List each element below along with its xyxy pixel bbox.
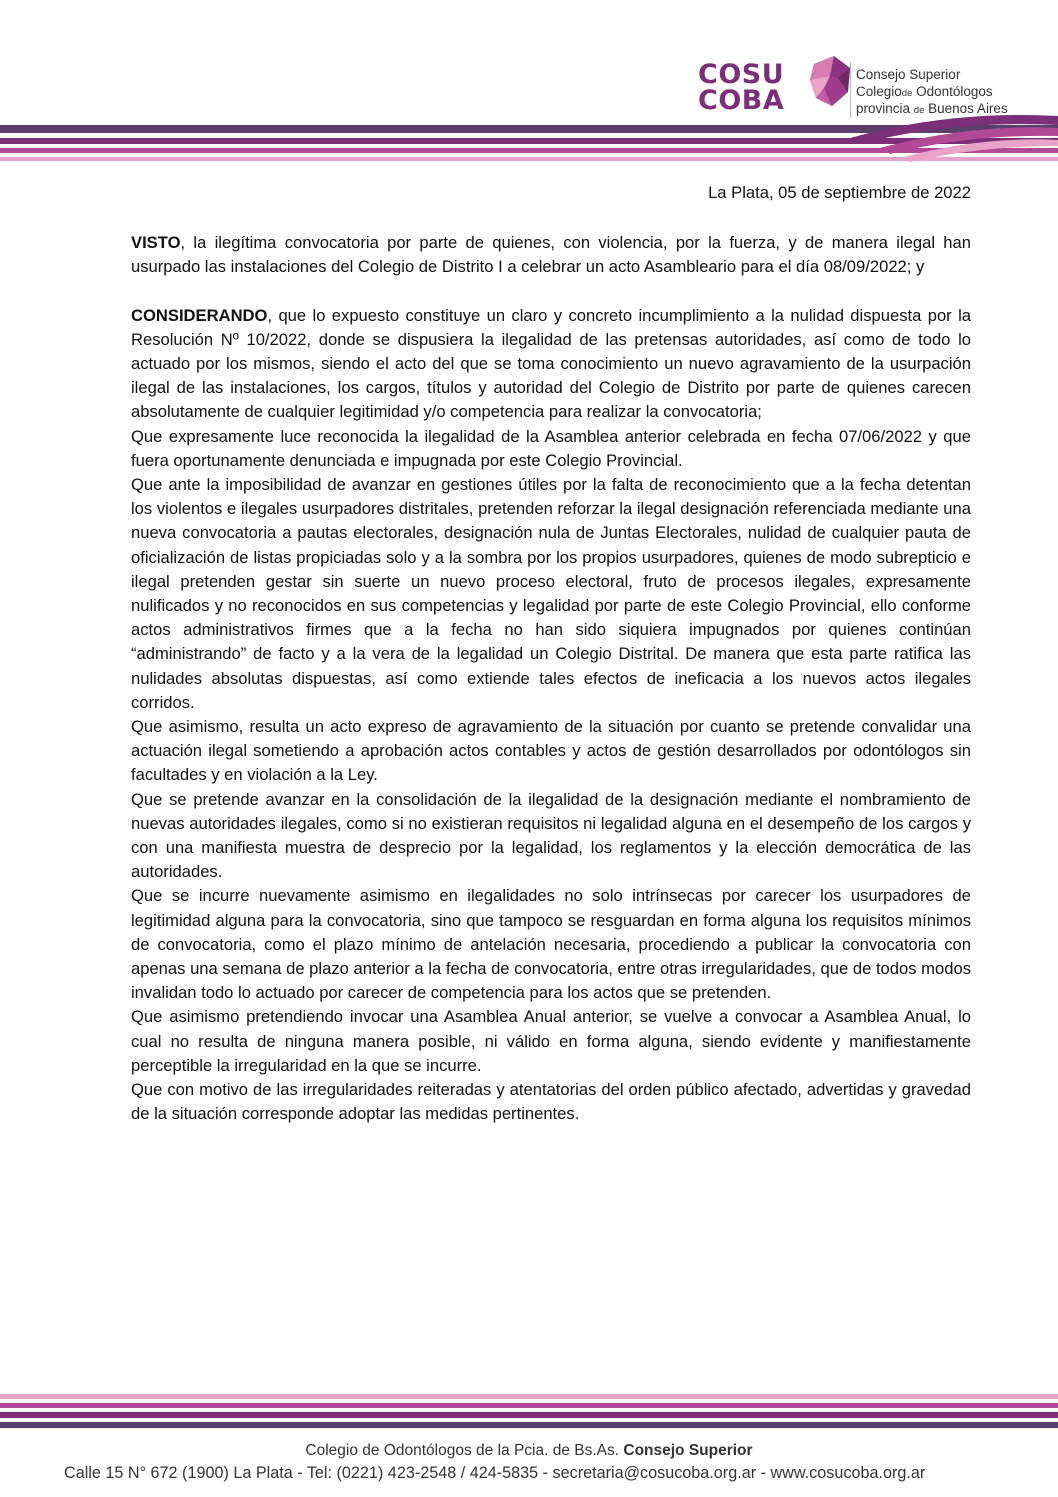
considerando-text: , que lo expuesto constituye un claro y concreto incumplimiento a la nulidad dispuesta por la Resolución Nº 10/2022, donde se dispusiera la ilegalidad de las pretensas autoridades, así como de todo lo actuado por los mismos, siendo el acto del que se toma conocimiento un nuevo agravamiento de la usurpación ilegal de las instalaciones, los cargos, títulos y autoridad del Colegio de Distrito por parte de quienes carecen absolutamente de cualquier legitimidad y/o competencia para realizar la convocatoria; xyxy=(131,305,971,422)
body-paragraph: Que se incurre nuevamente asimismo en ilegalidades no solo intrínsecas por carecer los usurpadores de legitimidad alguna para la convocatoria, sino que tampoco se resguardan en forma alguna los requisitos mínimos de convocatoria, como el plazo mínimo de antelación necesaria, procediendo a publicar la convocatoria con apenas una semana de plazo anterior a la fecha de convocatoria, entre otras irregularidades, que de todos modos invalidan todo lo actuado por carecer de competencia para los actos que se pretenden. xyxy=(131,886,971,1003)
body-paragraph: Que asimismo pretendiendo invocar una Asamblea Anual anterior, se vuelve a convocar a Asamblea Anual, lo cual no resulta de ninguna manera posible, ni válido en forma alguna, siendo evidente y manifiestamente perceptible la irregularidad en la que se incurre. xyxy=(131,1007,971,1075)
body-paragraph: Que ante la imposibilidad de avanzar en gestiones útiles por la falta de reconocimiento que a la fecha detentan los violentos e ilegales usurpadores distritales, pretenden reforzar la ilegal designación referenciada mediante una nueva convocatoria a pautas electorales, designación nula de Juntas Electorales, nulidad de cualquier pauta de oficialización de listas propiciadas solo y a la sombra por los propios usurpadores, quienes de modo subrepticio e ilegal pretenden gestar sin suerte un nuevo proceso electoral, fruto de procesos ilegales, expresamente nulificados y no reconocidos en sus competencias y legalidad por parte de este Colegio Provincial, ello conforme actos administrativos firmes que a la fecha no han sido siquiera impugnados por quienes continúan “administrando” de facto y a la vera de la legalidad un Colegio Distrital. De manera que esta parte ratifica las nulidades absolutas dispuestas, así como extiende tales efectos de ineficacia a los nuevos actos ilegales corridos. xyxy=(131,475,971,712)
visto-paragraph xyxy=(131,231,971,279)
considerando-paragraph xyxy=(131,304,971,425)
logo-tagline-2: Colegiode Odontólogos xyxy=(856,84,993,99)
footer-contact: Calle 15 N° 672 (1900) La Plata - Tel: (0221) 423-2548 / 424-5835 - secretaria@cosucoba.org.ar - www.cosucoba.org.ar xyxy=(64,1464,926,1482)
logo-gem-icon xyxy=(804,54,854,114)
body-paragraph: Que expresamente luce reconocida la ilegalidad de la Asamblea anterior celebrada en fecha 07/06/2022 y que fuera oportunamente denunciada e impugnada por este Colegio Provincial. xyxy=(131,426,971,470)
body-paragraph: Que con motivo de las irregularidades reiteradas y atentatorias del orden público afectado, advertidas y gravedad de la situación corresponde adoptar las medidas pertinentes. xyxy=(131,1080,971,1124)
body-paragraph: Que asimismo, resulta un acto expreso de agravamiento de la situación por cuanto se pretende convalidar una actuación ilegal sometiendo a aprobación actos contables y actos de gestión desarrollados por odontólogos sin facultades y en violación a la Ley. xyxy=(131,717,971,785)
document-body xyxy=(131,231,971,1127)
footer-organization: Colegio de Odontólogos de la Pcia. de Bs.As. Consejo Superior xyxy=(305,1442,753,1459)
paragraph-spacer xyxy=(131,279,971,303)
footer-stripes xyxy=(0,1392,1058,1432)
header-stripes xyxy=(0,110,1058,172)
visto-label: VISTO xyxy=(131,233,181,252)
logo-text-coba: COBA xyxy=(698,85,785,116)
visto-text: , la ilegítima convocatoria por parte de quienes, con violencia, por la fuerza, y de manera ilegal han usurpado las instalaciones del Colegio de Distrito I a celebrar un acto Asambleario para el día 08/09/2022; y xyxy=(131,233,971,277)
document-date: La Plata, 05 de septiembre de 2022 xyxy=(708,183,971,202)
logo-tagline-3: provincia de Buenos Aires xyxy=(856,101,1008,116)
logo-tagline-1: Consejo Superior xyxy=(856,67,961,82)
body-paragraph: Que se pretende avanzar en la consolidación de la ilegalidad de la designación mediante el nombramiento de nuevas autoridades ilegales, como si no existieran requisitos ni legalidad alguna en el desempeño de los cargos y con una manifiesta muestra de desprecio por la legalidad, los reglamentos y la elección democrática de las autoridades. xyxy=(131,789,971,882)
logo-text-cosu: COSU xyxy=(698,59,785,90)
considerando-label: CONSIDERANDO xyxy=(131,305,268,325)
